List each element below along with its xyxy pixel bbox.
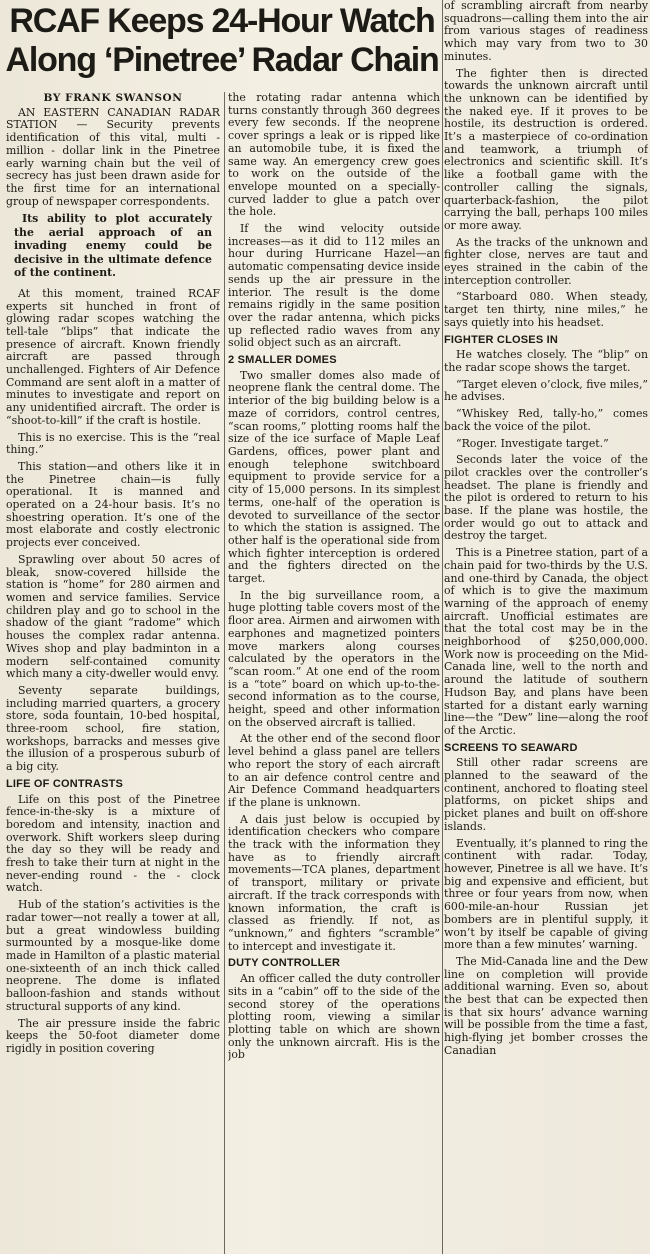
paragraph: of scrambling aircraft from nearby squadrons—calling them into the air from various stages of readiness which may vary from two to 30 minutes. [444,0,648,63]
paragraph: “Target eleven o’clock, five miles,” he advises. [444,377,648,404]
subhead: SCREENS TO SEAWARD [444,741,578,754]
paragraph: Seventy separate buildings, including married quarters, a grocery store, soda fountain, 10-bed hospital, three-room school, fire station, workshops, barracks and messes give the illusion of a prosperous suburb of a big city. [6,683,220,774]
column-rule [442,0,443,1254]
paragraph: Hub of the station’s activities is the radar tower—not really a tower at all, but a great windowless building surmounted by a mosque-like dome made in Hamilton of a plastic material one-sixteenth of an inch thick called neoprene. The dome is inflated balloon-fashion and stands without structural supports of any kind. [6,898,220,1013]
paragraph: At the other end of the second floor level behind a glass panel are tellers who report the story of each aircraft to an air defence control centre and Air Defence Command headquarters if the plane is unknown. [228,732,440,809]
column-3 [444,0,648,1254]
paragraph: the rotating radar antenna which turns constantly through 360 degrees every few seconds. If the neoprene cover springs a leak or is ripped like an automobile tube, it is fixed the same way. An emergency crew goes to work on the outside of the envelope mounted on a specially-curved ladder to glue a patch over the hole. [228,92,440,219]
column-1 [6,92,220,1254]
paragraph: As the tracks of the unknown and fighter close, nerves are taut and eyes strained in the cabin of the interception controller. [444,235,648,287]
paragraph: This station—and others like it in the Pinetree chain—is fully operational. It is manned and operated on a 24-hour basis. It’s no shoestring operation. It’s one of the most elaborate and costly electronic projects ever conceived. [6,459,220,550]
paragraph: An officer called the duty controller sits in a “cabin” off to the side of the second storey of the operations plotting room, viewing a similar plotting table on which are shown only the unknown aircraft. His is the job [228,972,440,1062]
paragraph: “Starboard 080. When steady, target ten thirty, nine miles,” he says quietly into his headset. [444,290,648,329]
paragraph: This is a Pinetree station, part of a chain paid for two-thirds by the U.S. and one-third by Canada, the object of which is to give the maximum warning of the approach of enemy aircraft. Unofficial estimates are that the total cost may be in the neighborhood of $250,000,000. Work now is proceeding on the Mid-Canada line, well to the north and around the latitude of southern Hudson Bay, and plans have been started for a distant early warning line—the “Dew” line—along the roof of the Arctic. [444,546,648,737]
subhead: 2 SMALLER DOMES [228,354,337,367]
headline [4,2,440,80]
subhead: FIGHTER CLOSES IN [444,333,559,346]
paragraph: Sprawling over about 50 acres of bleak, snow-covered hillside the station is “home” for 280 airmen and women and service families. Service children play and go to school in the shadow of the giant “radome” which houses the complex radar antenna. Wives shop and play badminton in a modern self-contained comunity which many a city-dweller would envy. [6,552,220,681]
paragraph: “Whiskey Red, tally-ho,” comes back the voice of the pilot. [444,407,648,433]
paragraph: The air pressure inside the fabric keeps the 50-foot diameter dome rigidly in position covering [6,1016,220,1055]
column-2 [228,92,440,1254]
paragraph: Eventually, it’s planned to ring the continent with radar. Today, however, Pinetree is all we have. It’s big and expensive and efficient, but three or four years from now, when 600-mile-an-hour Russian jet bombers are in plentiful supply, it won’t by itself be capable of giving more than a few minutes’ warning. [444,836,648,952]
paragraph: If the wind velocity outside increases—as it did to 112 miles an hour during Hurricane Hazel—an automatic compensating device inside sends up the air pressure in the interior. The result is the dome remains rigidly in the same position over the radar antenna, which picks up reflected radio waves from any solid object such as an aircraft. [228,222,440,350]
paragraph: A dais just below is occupied by identification checkers who compare the track with the information they have as to friendly aircraft movements—TCA planes, department of transport, military or private aircraft. If the track corresponds with known information, the craft is classed as friendly. If not, as “unknown,” and fighters “scramble” to intercept and investigate it. [228,812,440,953]
paragraph: At this moment, trained RCAF experts sit hunched in front of glowing radar scopes watching the tell-tale “blips” that indicate the presence of aircraft. Known friendly aircraft are passed through unchallenged. Fighters of Air Defence Command are sent aloft in a matter of minutes to investigate and report on any unidentified aircraft. The order is “shoot-to-kill” if the craft is hostile. [6,286,220,427]
paragraph: Life on this post of the Pinetree fence-in-the-sky is a mixture of boredom and intensity, inaction and overwork. Shift workers sleep during the day so they will be ready and fresh to take their turn at night in the never-ending round - the - clock watch. [6,792,220,895]
headline-line-1: RCAF Keeps 24-Hour Watch [9,2,435,40]
byline: BY FRANK SWANSON [43,92,183,104]
paragraph: In the big surveillance room, a huge plotting table covers most of the floor area. Airmen and airwomen with earphones and magnetized pointers move markers along courses calculated by the operators in the “scan room.” At one end of the room is a “tote” board on which up-to-the-second information as to the course, height, speed and other information on the observed aircraft is tallied. [228,588,440,729]
paragraph: This is no exercise. This is the “real thing.” [6,430,220,457]
paragraph: “Roger. Investigate target.” [456,436,609,450]
paragraph: Two smaller domes also made of neoprene flank the central dome. The interior of the big building below is a maze of corridors, control centres, “scan rooms,” plotting rooms half the size of the ice surface of Maple Leaf Gardens, offices, power plant and enough telephone switchboard equipment to provide service for a city of 15,000 persons. In its simplest terms, one-half of the operation is devoted to surveillance of the sector to which the station is assigned. The other half is the operational side from which fighter interception is ordered and the fighters directed on the target. [228,368,440,586]
paragraph: Seconds later the voice of the pilot crackles over the controller’s headset. The plane is friendly and the pilot is ordered to return to his base. If the plane was hostile, the order would go out to attack and destroy the target. [444,453,648,543]
paragraph: AN EASTERN CANADIAN RADAR STATION — Security prevents identification of this vital, multi - million - dollar link in the Pinetree early warning chain but the veil of secrecy has just been drawn aside for the first time for an international group of newspaper correspondents. [6,105,220,208]
column-rule [224,92,225,1254]
headline-line-2: Along ‘Pinetree’ Radar Chain [5,41,439,79]
paragraph: Still other radar screens are planned to the seaward of the continent, anchored to floating steel platforms, on picket ships and picket planes and built on off-shore islands. [444,756,648,833]
subhead: LIFE OF CONTRASTS [6,777,124,790]
lede-paragraph: Its ability to plot accurately the aerial approach of an invading enemy could be decisive in the ultimate defence of the continent. [14,212,212,280]
paragraph: The fighter then is directed towards the unknown aircraft until the unknown can be identified by the naked eye. If it proves to be hostile, its destruction is ordered. It’s a masterpiece of co-ordination and teamwork, a triumph of electronics and scientific skill. It’s like a football game with the controller calling the signals, quarterback-fashion, the pilot carrying the ball, perhaps 100 miles or more away. [444,66,648,232]
subhead: DUTY CONTROLLER [228,957,341,970]
paragraph: He watches closely. The “blip” on the radar scope shows the target. [444,348,648,374]
paragraph: The Mid-Canada line and the Dew line on completion will provide additional warning. Even so, about the best that can be expected then is that six hours’ advance warning will be possible from the time a fast, high-flying jet bomber crosses the Canadian [444,954,648,1057]
